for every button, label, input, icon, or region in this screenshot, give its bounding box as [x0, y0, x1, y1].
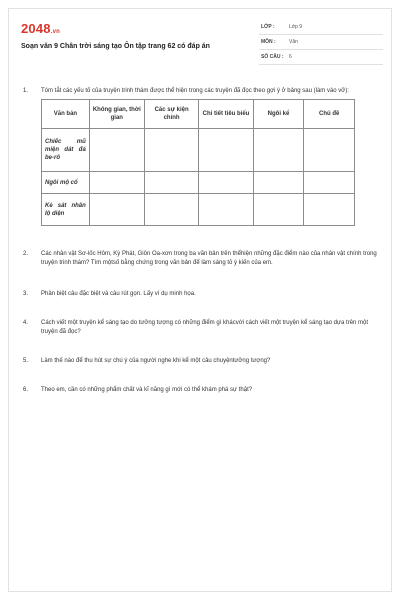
- question-number: 1.: [23, 88, 29, 94]
- question-5: [23, 357, 379, 366]
- meta-value-class: Lớp 9: [289, 24, 303, 30]
- table-cell: [199, 172, 253, 194]
- document-title: Soạn văn 9 Chân trời sáng tạo Ôn tập trang 62 có đáp án: [21, 43, 210, 50]
- table-header-cell: Ngôi kể: [253, 100, 304, 129]
- table-row: [42, 194, 355, 226]
- table-row-label: Ngôi mộ cổ: [42, 172, 90, 194]
- table-cell: [144, 172, 199, 194]
- table-row: [42, 172, 355, 194]
- question-text: Tóm tắt các yếu tố của truyện trinh thám được thể hiện trong các truyện đã đọc theo gợi ý ở bảng sau (làm vào vở):: [41, 88, 349, 94]
- table-header-cell: Chi tiết tiêu biểu: [199, 100, 253, 129]
- question-3: [23, 290, 379, 299]
- table-cell: [89, 129, 144, 172]
- table-header-cell: Không gian, thời gian: [89, 100, 144, 129]
- table-cell: [304, 172, 355, 194]
- meta-row-class: [259, 21, 383, 35]
- meta-info-box: [259, 21, 383, 66]
- table-cell: [304, 194, 355, 226]
- table-row: [42, 129, 355, 172]
- table-cell: [89, 194, 144, 226]
- question-number: 3.: [23, 291, 29, 297]
- question-2: [23, 250, 379, 268]
- meta-label-class: LỚP :: [261, 24, 275, 30]
- question-number: 4.: [23, 320, 29, 326]
- site-logo[interactable]: [21, 21, 60, 36]
- table-cell: [253, 194, 304, 226]
- meta-label-question-count: SỐ CÂU :: [261, 54, 284, 60]
- question-list: [23, 87, 379, 395]
- table-header-cell: Văn bản: [42, 100, 90, 129]
- meta-row-subject: [259, 36, 383, 50]
- table-header-row: [42, 100, 355, 129]
- question-text: Làm thế nào để thu hút sự chú ý của người nghe khi kể một câu chuyệntưởng tượng?: [41, 358, 271, 364]
- document-page: [8, 8, 392, 592]
- question-text: Cách viết một truyện kể sáng tạo do tưởng tượng có những điểm gì khácvới cách viết một truyện kể sáng tạo dựa trên một truyện đã đọc?: [41, 320, 369, 335]
- question-number: 6.: [23, 387, 29, 393]
- table-cell: [144, 129, 199, 172]
- table-header-cell: Chủ đề: [304, 100, 355, 129]
- table-cell: [199, 129, 253, 172]
- table-cell: [144, 194, 199, 226]
- question-text: Theo em, cần có những phẩm chất và kĩ năng gì mới có thể khám phá sự thật?: [41, 387, 253, 393]
- table-cell: [253, 172, 304, 194]
- table-cell: [304, 129, 355, 172]
- meta-value-subject: Văn: [289, 39, 298, 45]
- table-row-label: Kẻ sát nhân lộ diện: [42, 194, 90, 226]
- meta-label-subject: MÔN :: [261, 39, 276, 45]
- table-cell: [89, 172, 144, 194]
- meta-value-question-count: 6: [289, 54, 292, 60]
- table-row-label: Chiếc mũ miện dát đá be-rô: [42, 129, 90, 172]
- document-header: [19, 17, 383, 65]
- question-number: 2.: [23, 251, 29, 257]
- logo-main-text: 2048: [21, 21, 51, 36]
- question-6: [23, 386, 379, 395]
- question-1: [23, 87, 379, 96]
- question-text: Phân biệt câu đặc biệt và câu rút gọn. Lấy ví dụ minh họa.: [41, 291, 196, 297]
- table-header-cell: Các sự kiện chính: [144, 100, 199, 129]
- question-number: 5.: [23, 358, 29, 364]
- summary-table: [41, 99, 355, 226]
- table-cell: [199, 194, 253, 226]
- question-text: Các nhân vật Sơ-lốc Hôm, Kỳ Phát, Giôn Oa-xơn trong ba văn bản trên thểhiện những đặc điểm nào của nhân vật chính trong truyện trinh thám? Tìm mộtsố bằng chứng trong văn bản để làm sáng tỏ ý kiến của em.: [41, 251, 377, 266]
- question-4: [23, 319, 379, 337]
- logo-tld-text: .vn: [50, 29, 61, 35]
- table-cell: [253, 129, 304, 172]
- meta-row-question-count: [259, 51, 383, 65]
